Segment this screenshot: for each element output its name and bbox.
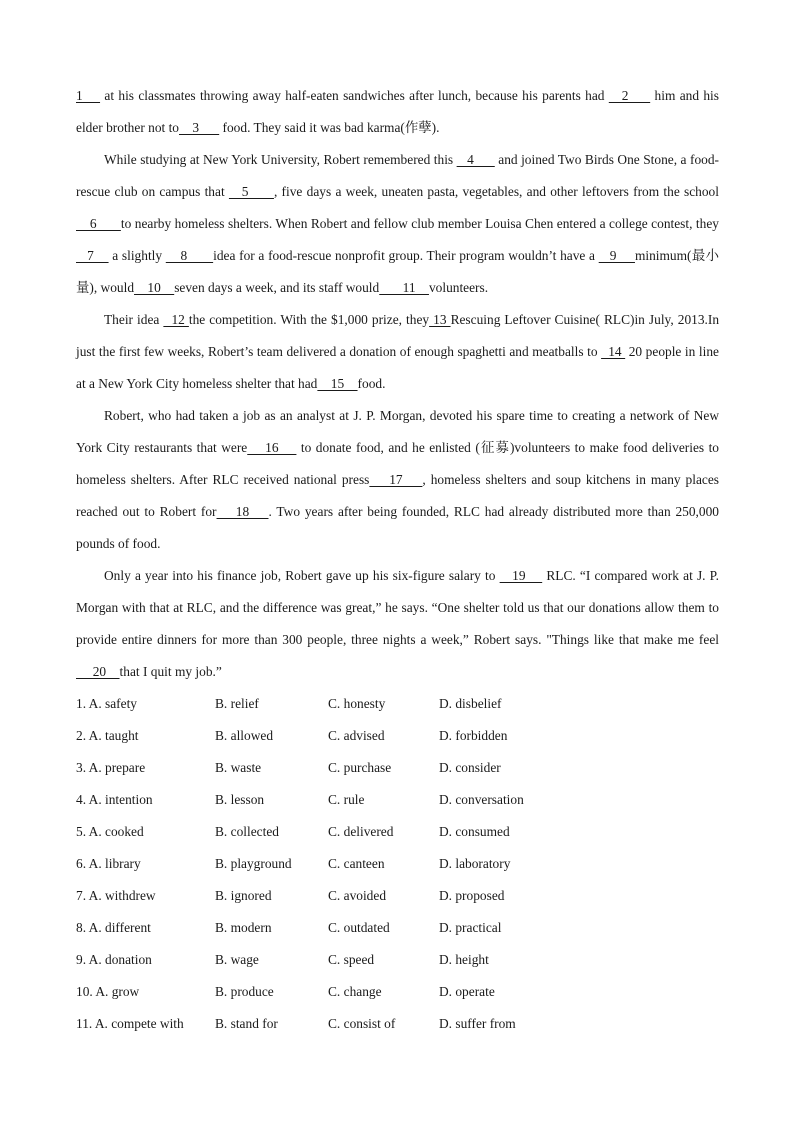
answer-blank[interactable]: 18 — [216, 504, 269, 519]
option-choice: D. height — [439, 952, 489, 967]
passage-text: Rescuing Leftover Cuisine( RLC)in July, 2013.In just the first few weeks, Robert’s team delivered a donation of enough spaghetti and meatballs to — [76, 312, 720, 359]
option-choice: B. allowed — [215, 728, 274, 743]
passage-text: minimum(最小量), would — [76, 248, 719, 295]
question-options-row — [76, 976, 719, 1008]
option-choice: 9. A. donation — [76, 952, 152, 967]
option-choice: C. honesty — [328, 696, 386, 711]
answer-blank[interactable]: 11 — [379, 280, 429, 295]
option-choice: D. disbelief — [439, 696, 502, 711]
option-choice: B. modern — [215, 920, 272, 935]
option-choice: C. change — [328, 984, 382, 999]
passage-text: that I quit my job.” — [119, 664, 222, 679]
option-choice: 4. A. intention — [76, 792, 153, 807]
question-options-row — [76, 816, 719, 848]
option-choice: B. produce — [215, 984, 274, 999]
passage-text: idea for a food-rescue nonprofit group. Their program wouldn’t have a — [213, 248, 599, 263]
answer-blank[interactable]: 19 — [499, 568, 543, 583]
answer-blank[interactable]: 14 — [601, 344, 626, 359]
passage-text: the competition. With the $1,000 prize, they — [188, 312, 430, 327]
passage-text: him and his elder brother not to — [76, 88, 719, 135]
worksheet-page — [76, 80, 719, 1040]
option-choice: D. forbidden — [439, 728, 508, 743]
option-choice: B. ignored — [215, 888, 272, 903]
option-choice: B. wage — [215, 952, 259, 967]
passage-text: While studying at New York University, Robert remembered this — [104, 152, 457, 167]
option-choice: 8. A. different — [76, 920, 151, 935]
passage-text: and joined Two Birds One Stone, a food-rescue club on campus that — [76, 152, 720, 199]
question-options-row — [76, 880, 719, 912]
passage-text: RLC. “I compared work at J. P. Morgan with that at RLC, and the difference was great,” he says. “One shelter told us that our donations allow them to provide entire dinners for more than 300 people, three nights a week,” Robert says. "Things like that make me feel — [76, 568, 719, 647]
answer-blank[interactable]: 20 — [76, 664, 120, 679]
option-choice: B. collected — [215, 824, 279, 839]
passage-text: at his classmates throwing away half-eaten sandwiches after lunch, because his parents had — [100, 88, 609, 103]
answer-blank[interactable]: 3 — [179, 120, 220, 135]
option-choice: C. consist of — [328, 1016, 396, 1031]
answer-blank[interactable]: 2 — [608, 88, 651, 103]
passage-text: , homeless shelters and soup kitchens in many places reached out to Robert for — [76, 472, 720, 519]
answer-blank[interactable]: 7 — [76, 248, 109, 263]
question-options-row — [76, 848, 719, 880]
answer-blank[interactable]: 10 — [134, 280, 175, 295]
option-choice: C. advised — [328, 728, 385, 743]
option-choice: B. lesson — [215, 792, 265, 807]
option-choice: 1. A. safety — [76, 696, 137, 711]
question-options-row — [76, 944, 719, 976]
passage-paragraph — [76, 80, 719, 144]
question-options-row — [76, 784, 719, 816]
option-choice: 6. A. library — [76, 856, 141, 871]
option-choice: C. avoided — [328, 888, 387, 903]
option-choice: C. purchase — [328, 760, 392, 775]
option-choice: 11. A. compete with — [76, 1016, 184, 1031]
option-choice: D. consumed — [439, 824, 510, 839]
option-choice: 10. A. grow — [76, 984, 140, 999]
passage-text: Only a year into his finance job, Robert gave up his six-figure salary to — [104, 568, 500, 583]
passage-text: . Two years after being founded, RLC had already distributed more than 250,000 pounds of food. — [76, 504, 719, 551]
option-choice: B. playground — [215, 856, 292, 871]
option-choice: C. delivered — [328, 824, 394, 839]
question-options-row — [76, 752, 719, 784]
answer-options — [76, 688, 719, 1040]
answer-blank[interactable]: 5 — [228, 184, 274, 199]
passage-text: food. They said it was bad karma(作孽). — [219, 120, 440, 135]
option-choice: C. canteen — [328, 856, 385, 871]
passage-text: Their idea — [104, 312, 164, 327]
option-choice: B. stand for — [215, 1016, 278, 1031]
option-choice: 5. A. cooked — [76, 824, 144, 839]
answer-blank[interactable]: 16 — [247, 440, 297, 455]
answer-blank[interactable]: 1 — [76, 88, 101, 103]
option-choice: 7. A. withdrew — [76, 888, 156, 903]
question-options-row — [76, 912, 719, 944]
answer-blank[interactable]: 17 — [369, 472, 423, 487]
passage-paragraph — [76, 400, 719, 560]
option-choice: B. waste — [215, 760, 262, 775]
question-options-row — [76, 720, 719, 752]
passage-paragraph — [76, 144, 719, 304]
answer-blank[interactable]: 15 — [317, 376, 358, 391]
passage-text: , five days a week, uneaten pasta, vegetables, and other leftovers from the school — [273, 184, 719, 199]
passage-text: seven days a week, and its staff would — [174, 280, 380, 295]
question-options-row — [76, 1008, 719, 1040]
option-choice: B. relief — [215, 696, 259, 711]
passage-text: to donate food, and he enlisted (征募)volunteers to make food deliveries to homeless shelters. After RLC received national press — [76, 440, 719, 487]
passage-text: 20 people in line at a New York City homeless shelter that had — [76, 344, 719, 391]
answer-blank[interactable]: 9 — [598, 248, 635, 263]
option-choice: D. operate — [439, 984, 495, 999]
option-choice: D. practical — [439, 920, 502, 935]
question-options-row — [76, 688, 719, 720]
cloze-passage — [76, 80, 719, 688]
option-choice: C. speed — [328, 952, 375, 967]
option-choice: 3. A. prepare — [76, 760, 146, 775]
passage-text: Robert, who had taken a job as an analyst at J. P. Morgan, devoted his spare time to creating a network of New York City restaurants that were — [76, 408, 719, 455]
answer-blank[interactable]: 6 — [76, 216, 121, 231]
passage-paragraph — [76, 304, 719, 400]
option-choice: D. consider — [439, 760, 501, 775]
passage-text: a slightly — [108, 248, 166, 263]
passage-text: volunteers. — [428, 280, 489, 295]
option-choice: D. laboratory — [439, 856, 511, 871]
option-choice: 2. A. taught — [76, 728, 139, 743]
option-choice: C. rule — [328, 792, 365, 807]
answer-blank[interactable]: 4 — [456, 152, 495, 167]
option-choice: C. outdated — [328, 920, 390, 935]
option-choice: D. conversation — [439, 792, 524, 807]
answer-blank[interactable]: 12 — [163, 312, 189, 327]
option-choice: D. suffer from — [439, 1016, 516, 1031]
passage-text: food. — [357, 376, 386, 391]
answer-blank[interactable]: 8 — [165, 248, 214, 263]
passage-text: to nearby homeless shelters. When Robert and fellow club member Louisa Chen entered a college contest, they — [120, 216, 719, 231]
option-choice: D. proposed — [439, 888, 505, 903]
passage-paragraph — [76, 560, 719, 688]
answer-blank[interactable]: 13 — [429, 312, 451, 327]
